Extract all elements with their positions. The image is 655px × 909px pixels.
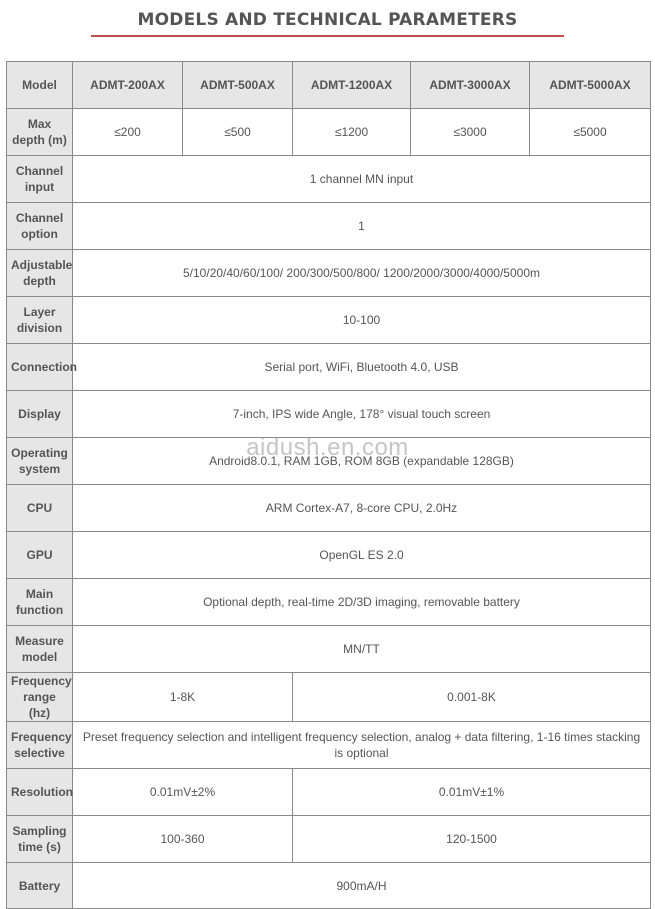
table-cell: Android8.0.1, RAM 1GB, ROM 8GB (expandable 128GB) [73, 438, 651, 485]
table-row [7, 203, 651, 250]
table-row [7, 156, 651, 203]
row-label-frequency-selective: Frequency selective [7, 722, 73, 769]
model-label: Model [7, 62, 73, 109]
table-row [7, 769, 651, 816]
table-row [7, 863, 651, 909]
table-row [7, 109, 651, 156]
table-cell: 0.01mV±1% [293, 769, 651, 816]
model-header: ADMT-3000AX [411, 62, 530, 109]
table-cell: OpenGL ES 2.0 [73, 532, 651, 579]
row-label-frequency-range: Frequency range (hz) [7, 673, 73, 722]
row-label-resolution: Resolution [7, 769, 73, 816]
row-label-connection: Connection [7, 344, 73, 391]
table-row [7, 722, 651, 769]
table-cell: 100-360 [73, 816, 293, 863]
model-header: ADMT-1200AX [293, 62, 411, 109]
row-label-channel-option: Channel option [7, 203, 73, 250]
page-title: MODELS AND TECHNICAL PARAMETERS [137, 10, 518, 30]
table-cell: Optional depth, real-time 2D/3D imaging, removable battery [73, 579, 651, 626]
row-label-display: Display [7, 391, 73, 438]
table-cell: 1 channel MN input [73, 156, 651, 203]
table-row [7, 532, 651, 579]
table-row [7, 816, 651, 863]
table-cell: ≤1200 [293, 109, 411, 156]
row-label-operating-system: Operating system [7, 438, 73, 485]
row-label-sampling-time: Sampling time (s) [7, 816, 73, 863]
table-cell: ≤3000 [411, 109, 530, 156]
table-row [7, 673, 651, 722]
row-label-layer-division: Layer division [7, 297, 73, 344]
table-cell: 120-1500 [293, 816, 651, 863]
row-label-gpu: GPU [7, 532, 73, 579]
table-cell: ARM Cortex-A7, 8-core CPU, 2.0Hz [73, 485, 651, 532]
table-cell: 1 [73, 203, 651, 250]
table-row [7, 344, 651, 391]
table-cell: ≤5000 [530, 109, 651, 156]
row-label-battery: Battery [7, 863, 73, 909]
table-cell: ≤200 [73, 109, 183, 156]
table-cell: Serial port, WiFi, Bluetooth 4.0, USB [73, 344, 651, 391]
table-row [7, 579, 651, 626]
model-header: ADMT-5000AX [530, 62, 651, 109]
row-label-channel-input: Channel input [7, 156, 73, 203]
table-header-row [7, 62, 651, 109]
row-label-max-depth: Max depth (m) [7, 109, 73, 156]
table-row [7, 438, 651, 485]
table-cell: 0.01mV±2% [73, 769, 293, 816]
table-row [7, 250, 651, 297]
table-row [7, 626, 651, 673]
row-label-adjustable-depth: Adjustable depth [7, 250, 73, 297]
row-label-cpu: CPU [7, 485, 73, 532]
row-label-measure-model: Measure model [7, 626, 73, 673]
table-cell: 10-100 [73, 297, 651, 344]
table-cell: MN/TT [73, 626, 651, 673]
table-cell: ≤500 [183, 109, 293, 156]
table-cell: 0.001-8K [293, 673, 651, 722]
watermark-text: aidush.en.com [246, 434, 409, 461]
table-row [7, 485, 651, 532]
parameters-table [6, 61, 651, 909]
table-row [7, 391, 651, 438]
table-cell: 7-inch, IPS wide Angle, 178° visual touch screen [73, 391, 651, 438]
table-cell: Preset frequency selection and intelligent frequency selection, analog + data filtering, 1-16 times stacking is optional [73, 722, 651, 769]
row-label-main-function: Main function [7, 579, 73, 626]
table-cell: 900mA/H [73, 863, 651, 909]
title-underline [91, 35, 564, 37]
table-cell: 1-8K [73, 673, 293, 722]
table-cell: 5/10/20/40/60/100/ 200/300/500/800/ 1200/2000/3000/4000/5000m [73, 250, 651, 297]
model-header: ADMT-200AX [73, 62, 183, 109]
model-header: ADMT-500AX [183, 62, 293, 109]
table-row [7, 297, 651, 344]
